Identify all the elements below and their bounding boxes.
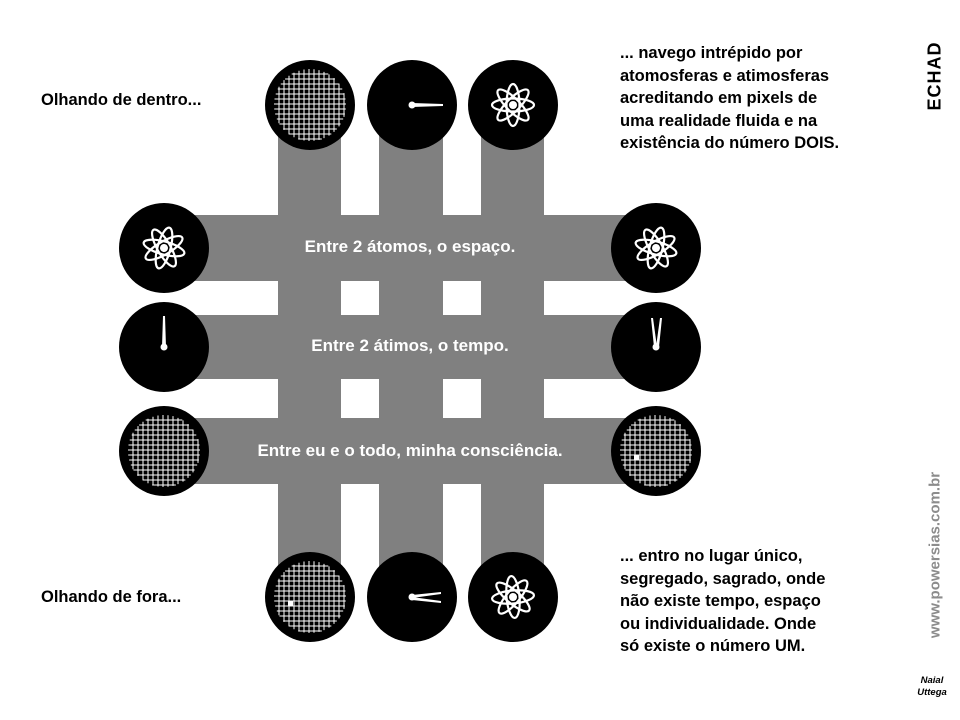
disc-left-3	[119, 406, 209, 496]
disc-left-2	[119, 302, 209, 392]
disc-top-1	[265, 60, 355, 150]
row-text-space: Entre 2 átomos, o espaço.	[304, 237, 516, 256]
row-text-consciousness: Entre eu e o todo, minha consciência.	[257, 441, 563, 460]
clock-hand-icon	[367, 60, 457, 150]
note-number-one: ... entro no lugar único, segregado, sagrado, onde não existe tempo, espaço ou individualidade. Onde só existe o número UM.	[620, 547, 826, 655]
website-watermark: www.powersias.com.br	[926, 471, 944, 639]
disc-right-3	[611, 406, 701, 496]
atom-icon	[468, 552, 558, 642]
disc-bottom-3	[468, 552, 558, 642]
disc-top-2	[367, 60, 457, 150]
row-text-time: Entre 2 átimos, o tempo.	[311, 336, 509, 355]
disc-bottom-1	[265, 552, 355, 642]
disc-top-3	[468, 60, 558, 150]
disc-bottom-2	[367, 552, 457, 642]
clock-hand-icon	[611, 302, 701, 392]
atom-icon	[611, 203, 701, 293]
atom-icon	[119, 203, 209, 293]
disc-left-1	[119, 203, 209, 293]
clock-hand-icon	[367, 552, 457, 642]
disc-right-1	[611, 203, 701, 293]
label-outside-view: Olhando de fora...	[41, 588, 182, 606]
clock-hand-icon	[119, 302, 209, 392]
atom-icon	[468, 60, 558, 150]
grid-icon	[611, 406, 701, 496]
disc-right-2	[611, 302, 701, 392]
author-credit: Naial Uttega	[917, 675, 947, 698]
grid-icon	[119, 406, 209, 496]
grid-icon	[265, 552, 355, 642]
note-number-two: ... navego intrépido por atomosferas e atimosferas acreditando em pixels de uma realidade fluida e na existência do número DOIS.	[620, 44, 840, 152]
vertical-title: ECHAD	[924, 41, 945, 111]
grid-icon	[265, 60, 355, 150]
label-inside-view: Olhando de dentro...	[41, 91, 202, 109]
